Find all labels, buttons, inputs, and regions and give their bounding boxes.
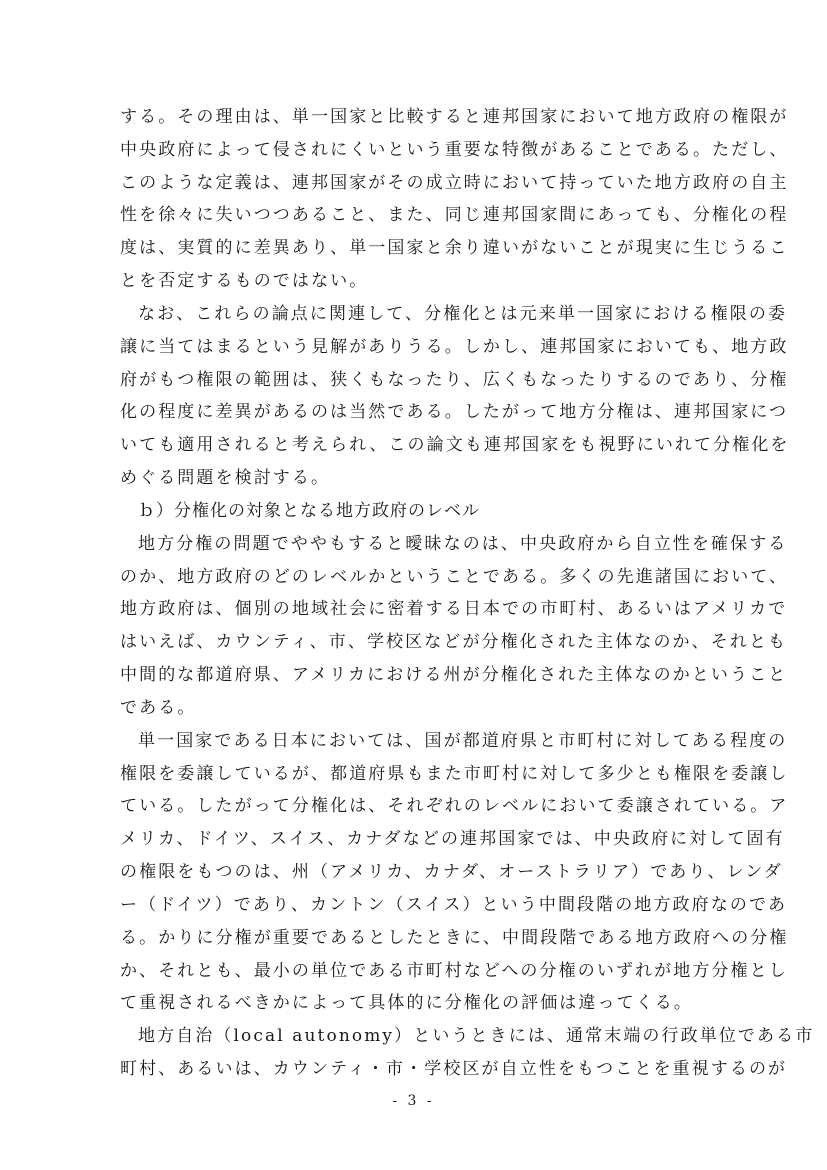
body-text-line: である。 [120, 697, 197, 718]
body-text-line: 地方政府は、個別の地域社会に密着する日本での市町村、あるいはアメリカで [120, 599, 788, 620]
body-text-line: か、それとも、最小の単位である市町村などへの分権のいずれが地方分権とし [120, 960, 788, 981]
paragraph-start-line: 単一国家である日本においては、国が都道府県と市町村に対してある程度の [138, 730, 788, 751]
body-text-line: ー（ドイツ）であり、カントン（スイス）という中間段階の地方政府なのであ [120, 894, 788, 915]
body-text-line: 中間的な都道府県、アメリカにおける州が分権化された主体なのかということ [120, 665, 788, 686]
body-text-line: る。かりに分権が重要であるとしたときに、中間段階である地方政府への分権 [120, 927, 789, 948]
body-text-line: の権限をもつのは、州（アメリカ、カナダ、オーストラリア）であり、レンダ [120, 862, 783, 883]
paragraph-start-line: 地方自治（local autonomy）というときには、通常末端の行政単位である市 [138, 1026, 815, 1047]
body-text-line: ている。したがって分権化は、それぞれのレベルにおいて委譲されている。ア [120, 796, 789, 817]
body-text-line: はいえば、カウンティ、市、学校区などが分権化された主体なのか、それとも [120, 632, 788, 653]
body-text-line: 化の程度に差異があるのは当然である。したがって地方分権は、連邦国家につ [120, 402, 789, 423]
body-text-line: 町村、あるいは、カウンティ・市・学校区が自立性をもつことを重視するのが [120, 1059, 788, 1080]
body-text-line: て重視されるべきかによって具体的に分権化の評価は違ってくる。 [120, 993, 693, 1014]
body-text-line: 度は、実質的に差異あり、単一国家と余り違いがないことが現実に生じうるこ [120, 238, 789, 259]
paragraph-start-line: 地方分権の問題でややもすると曖昧なのは、中央政府から自立性を確保する [138, 533, 788, 554]
body-text-line: 譲に当てはまるという見解がありうる。しかし、連邦国家においても、地方政 [120, 336, 789, 357]
body-text-line: 権限を委譲しているが、都道府県もまた市町村に対して多少とも権限を委譲し [120, 763, 789, 784]
body-text-line: いても適用されると考えられ、この論文も連邦国家をも視野にいれて分権化を [120, 435, 790, 456]
body-text-line: のか、地方政府のどのレベルかということである。多くの先進諸国において、 [120, 566, 789, 587]
body-text-line: めぐる問題を検討する。 [120, 468, 331, 489]
body-text-line: このような定義は、連邦国家がその成立時において持っていた地方政府の自主 [120, 172, 789, 193]
body-text-line: する。その理由は、単一国家と比較すると連邦国家において地方政府の権限が [120, 107, 789, 127]
page-number: - 3 - [392, 1093, 435, 1109]
body-text-line: とを否定するものではない。 [120, 271, 369, 292]
body-text-line: 性を徐々に失いつつあること、また、同じ連邦国家間にあっても、分権化の程 [120, 205, 789, 226]
body-text-line: 中央政府によって侵されにくいという重要な特徴があることである。ただし、 [120, 139, 789, 160]
body-text-line: 府がもつ権限の範囲は、狭くもなったり、広くもなったりするのであり、分権 [120, 369, 789, 390]
body-text-line: メリカ、ドイツ、スイス、カナダなどの連邦国家では、中央政府に対して固有 [120, 829, 785, 850]
paragraph-start-line: なお、これらの論点に関連して、分権化とは元来単一国家における権限の委 [138, 303, 788, 324]
section-heading: ｂ）分権化の対象となる地方政府のレベル [138, 500, 480, 521]
